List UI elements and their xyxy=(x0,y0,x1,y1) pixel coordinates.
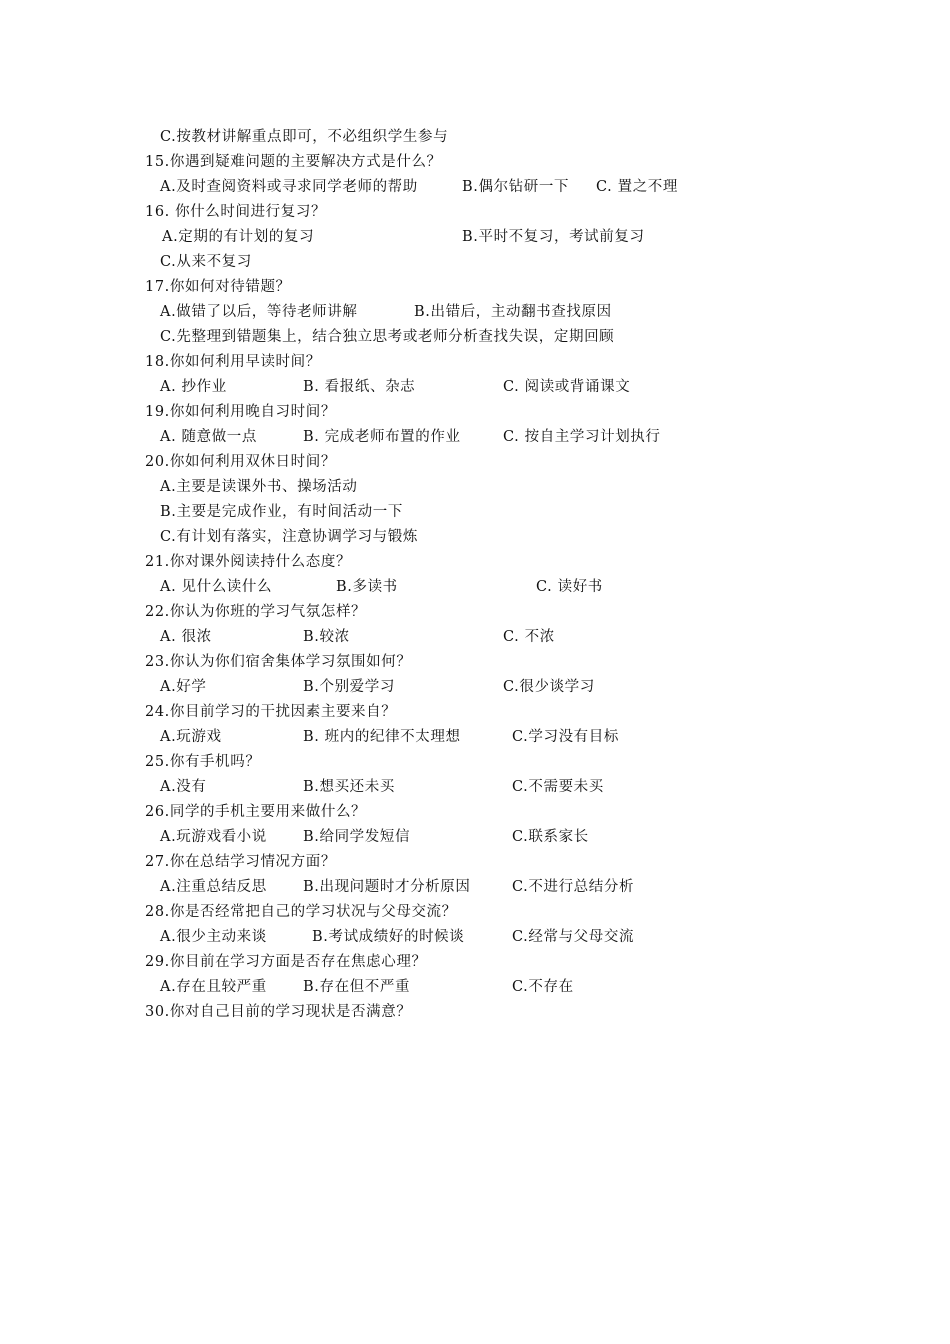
question-29: 29.你目前在学习方面是否存在焦虑心理？ xyxy=(145,954,427,970)
option-24-a: A.玩游戏 xyxy=(160,729,222,745)
option-28-a: A.很少主动来谈 xyxy=(160,929,267,945)
option-27-a: A.注重总结反思 xyxy=(160,879,267,895)
option-29-c: C.不存在 xyxy=(512,979,574,995)
question-30: 30.你对自己目前的学习现状是否满意？ xyxy=(145,1004,412,1020)
option-23-b: B.个别爱学习 xyxy=(303,679,395,695)
question-21: 21.你对课外阅读持什么态度？ xyxy=(145,554,352,570)
option-15-a: A.及时查阅资料或寻求同学老师的帮助 xyxy=(160,179,418,195)
option-21-b: B.多读书 xyxy=(336,579,398,595)
option-19-b: B. 完成老师布置的作业 xyxy=(303,429,461,445)
option-25-a: A.没有 xyxy=(160,779,207,795)
question-23: 23.你认为你们宿舍集体学习氛围如何？ xyxy=(145,654,412,670)
option-26-a: A.玩游戏看小说 xyxy=(160,829,267,845)
option-29-a: A.存在且较严重 xyxy=(160,979,267,995)
option-16-b: B.平时不复习，考试前复习 xyxy=(462,229,645,245)
option-17-c: C.先整理到错题集上，结合独立思考或老师分析查找失误，定期回顾 xyxy=(160,329,615,345)
option-24-b: B. 班内的纪律不太理想 xyxy=(303,729,461,745)
option-25-c: C.不需要未买 xyxy=(512,779,604,795)
option-27-c: C.不进行总结分析 xyxy=(512,879,635,895)
question-27: 27.你在总结学习情况方面？ xyxy=(145,854,336,870)
question-22: 22.你认为你班的学习气氛怎样？ xyxy=(145,604,367,620)
option-25-b: B.想买还未买 xyxy=(303,779,395,795)
question-16: 16. 你什么时间进行复习？ xyxy=(145,204,327,220)
question-26: 26.同学的手机主要用来做什么？ xyxy=(145,804,367,820)
option-22-c: C. 不浓 xyxy=(503,629,555,645)
option-20-c: C.有计划有落实，注意协调学习与锻炼 xyxy=(160,529,418,545)
option-17-a: A.做错了以后，等待老师讲解 xyxy=(160,304,358,320)
option-24-c: C.学习没有目标 xyxy=(512,729,619,745)
question-19: 19.你如何利用晚自习时间？ xyxy=(145,404,336,420)
option-28-b: B.考试成绩好的时候谈 xyxy=(312,929,465,945)
question-25: 25.你有手机吗？ xyxy=(145,754,261,770)
option-22-b: B.较浓 xyxy=(303,629,350,645)
option-26-c: C.联系家长 xyxy=(512,829,589,845)
option-18-c: C. 阅读或背诵课文 xyxy=(503,379,631,395)
option-21-a: A. 见什么读什么 xyxy=(160,579,273,595)
option-20-b: B.主要是完成作业，有时间活动一下 xyxy=(160,504,403,520)
option-17-b: B.出错后，主动翻书查找原因 xyxy=(414,304,612,320)
option-14-c: C.按教材讲解重点即可，不必组织学生参与 xyxy=(160,129,449,145)
option-16-a: A.定期的有计划的复习 xyxy=(162,229,315,245)
option-26-b: B.给同学发短信 xyxy=(303,829,411,845)
option-28-c: C.经常与父母交流 xyxy=(512,929,635,945)
option-20-a: A.主要是读课外书、操场活动 xyxy=(160,479,358,495)
option-22-a: A. 很浓 xyxy=(160,629,212,645)
question-28: 28.你是否经常把自己的学习状况与父母交流？ xyxy=(145,904,457,920)
option-16-c: C.从来不复习 xyxy=(160,254,252,270)
question-24: 24.你目前学习的干扰因素主要来自？ xyxy=(145,704,397,720)
option-21-c: C. 读好书 xyxy=(536,579,603,595)
option-15-c: C. 置之不理 xyxy=(596,179,678,195)
option-18-a: A. 抄作业 xyxy=(160,379,227,395)
option-27-b: B.出现问题时才分析原因 xyxy=(303,879,471,895)
option-29-b: B.存在但不严重 xyxy=(303,979,411,995)
option-19-a: A. 随意做一点 xyxy=(160,429,257,445)
question-15: 15.你遇到疑难问题的主要解决方式是什么？ xyxy=(145,154,442,170)
option-23-c: C.很少谈学习 xyxy=(503,679,595,695)
option-19-c: C. 按自主学习计划执行 xyxy=(503,429,661,445)
question-17: 17.你如何对待错题？ xyxy=(145,279,291,295)
option-18-b: B. 看报纸、杂志 xyxy=(303,379,416,395)
option-15-b: B.偶尔钻研一下 xyxy=(462,179,570,195)
option-23-a: A.好学 xyxy=(160,679,207,695)
question-20: 20.你如何利用双休日时间？ xyxy=(145,454,336,470)
question-18: 18.你如何利用早读时间？ xyxy=(145,354,321,370)
